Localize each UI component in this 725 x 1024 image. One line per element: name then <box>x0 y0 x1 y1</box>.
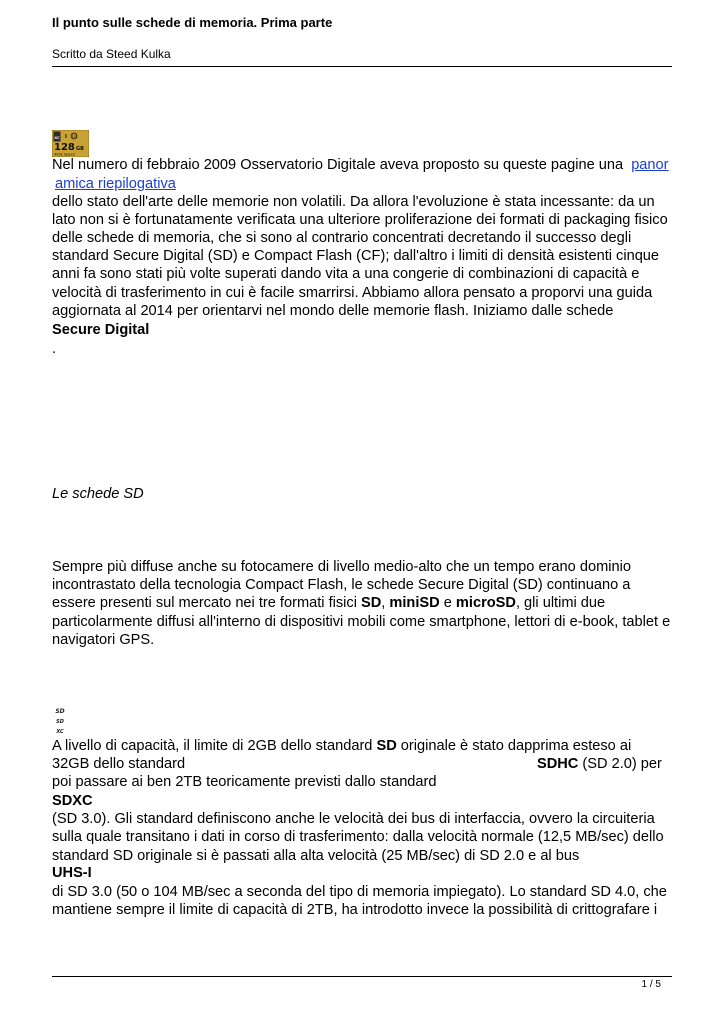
para1-line: . <box>52 341 57 357</box>
svg-text:GB: GB <box>76 146 84 152</box>
para3-line: A livello di capacità, il limite di 2GB dello standard SD originale è stato dapprima esteso ai <box>52 738 632 754</box>
svg-text:SD: SD <box>56 719 64 725</box>
uhs-i-heading: UHS-I <box>52 865 92 881</box>
para3-line: sulla quale transitano i dati in corso di trasferimento: dalla velocità normale (12,5 MB/sec) dello <box>52 829 664 845</box>
svg-text:I: I <box>65 134 67 140</box>
para1-line: dello stato dell'arte delle memorie non volatili. Da allora l'evoluzione è stata incessante: da un <box>52 194 655 210</box>
para1-line: velocità di trasferimento in cui è facile smarrirsi. Abbiamo allora pensato a proporvi una guida <box>52 285 653 301</box>
svg-text:SD: SD <box>55 708 65 715</box>
secure-digital-heading: Secure Digital <box>52 322 150 338</box>
para3-line: poi passare ai ben 2TB teoricamente previsti dallo standard <box>52 774 437 790</box>
para1-line <box>55 175 176 193</box>
para3-line: standard SD originale si è passati alla alta velocità (25 MB/sec) di SD 2.0 e al bus <box>52 848 580 864</box>
para3-line: SDHC (SD 2.0) per <box>537 756 662 772</box>
svg-text:XC: XC <box>54 136 60 140</box>
header-divider <box>52 66 672 67</box>
para1-line: aggiornata al 2014 per orientarvi nel mondo delle memorie flash. Iniziamo dalle schede <box>52 303 614 319</box>
para2-line: navigatori GPS. <box>52 632 155 648</box>
document-title: Il punto sulle schede di memoria. Prima parte <box>52 15 333 30</box>
panoramica-link-part2[interactable]: amica riepilogativa <box>55 176 176 192</box>
para2-line: essere presenti sul mercato nei tre formati fisici SD, miniSD e microSD, gli ultimi due <box>52 595 606 611</box>
para1-line: Nel numero di febbraio 2009 Osservatorio Digitale aveva proposto su queste pagine una panor <box>52 157 669 173</box>
footer-divider <box>52 976 672 977</box>
svg-text:400x Speed: 400x Speed <box>54 152 75 157</box>
para1-line: anni fa sono stati più volte superati dando vita a una congerie di combinazioni di capacità e <box>52 266 640 282</box>
para3-line: 32GB dello standard <box>52 756 186 772</box>
para3-line: (SD 3.0). Gli standard definiscono anche le velocità dei bus di interfaccia, ovvero la circuiteria <box>52 811 655 827</box>
sdxc-heading: SDXC <box>52 793 93 809</box>
panoramica-link-part1[interactable]: panor <box>631 157 669 173</box>
sd-format-logos-icon <box>53 706 67 736</box>
svg-text:XC: XC <box>56 729 64 735</box>
section-heading: Le schede SD <box>52 486 144 502</box>
para3-line: di SD 3.0 (50 o 104 MB/sec a seconda del tipo di memoria impiegato). Lo standard SD 4.0, che <box>52 884 667 900</box>
sdxc-card-logo <box>52 130 89 157</box>
svg-text:10: 10 <box>71 134 77 139</box>
para1-line: lato non si è fortunatamente verificata una ulteriore proliferazione dei formati di packaging fisico <box>52 212 668 228</box>
page-number: 1 / 5 <box>641 979 661 990</box>
para1-line: delle schede di memoria, che si sono al contrario concentrati decretando il successo degli <box>52 230 632 246</box>
svg-text:128: 128 <box>54 142 75 153</box>
para3-line: mantiene sempre il limite di capacità di 2TB, ha introdotto invece la possibilità di crittografare i <box>52 902 658 918</box>
para2-line: Sempre più diffuse anche su fotocamere di livello medio-alto che un tempo erano dominio <box>52 559 631 575</box>
para2-line: incontrastato della tecnologia Compact Flash, le schede Secure Digital (SD) continuano a <box>52 577 631 593</box>
para1-line: standard Secure Digital (SD) e Compact Flash (CF); dall'altro i limiti di densità esistenti cinque <box>52 248 660 264</box>
para2-line: particolarmente diffusi all'interno di dispositivi mobili come smartphone, lettori di e-book, tablet e <box>52 614 671 630</box>
author-line: Scritto da Steed Kulka <box>52 47 171 61</box>
